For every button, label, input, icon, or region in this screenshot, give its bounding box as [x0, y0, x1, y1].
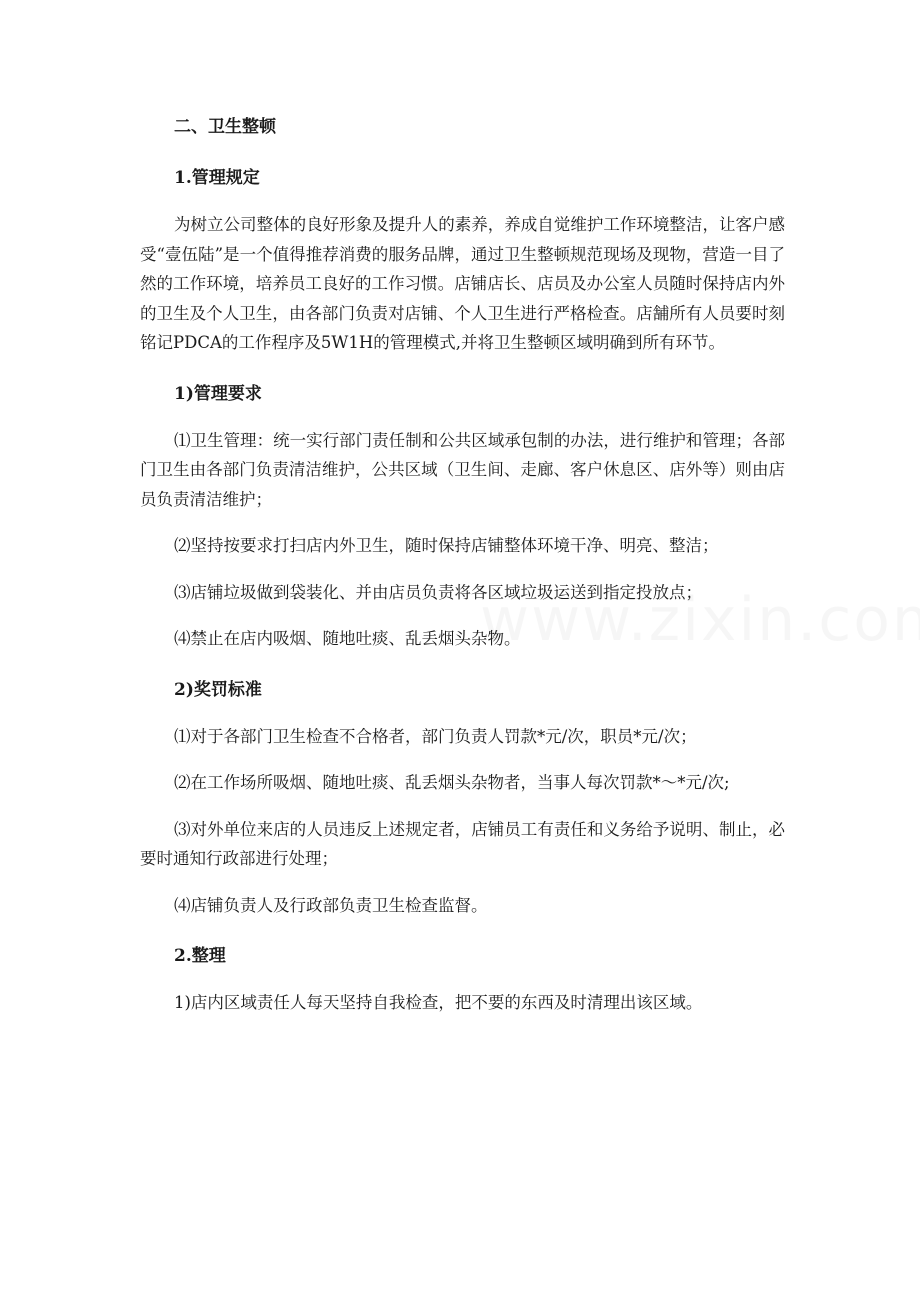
document-body [140, 112, 785, 1018]
subsection-title-sorting: 2.整理 [174, 946, 226, 966]
sorting-paragraph: 1)店内区域责任人每天坚持自我检查，把不要的东西及时清理出该区域。 [174, 993, 703, 1012]
intro-paragraph: 为树立公司整体的良好形象及提升人的素养，养成自觉维护工作环境整洁，让客户感受“壹伍陆”是一个值得推荐消费的服务品牌，通过卫生整顿规范现场及现物，营造一目了然的工作环境，培养员工良好的工作习惯。店铺店长、店员及办公室人员随时保持店内外的卫生及个人卫生，由各部门负责对店铺、个人卫生进行严格检查。店舗所有人员要时刻铭记PDCA的工作程序及5W1H的管理模式,并将卫生整顿区域明确到所有环节。 [140, 215, 785, 352]
requirement-item: ⑵坚持按要求打扫店内外卫生，随时保持店铺整体环境干净、明亮、整洁； [174, 536, 719, 555]
subsection-title-regulations: 1.管理规定 [174, 168, 260, 188]
reward-title: 2)奖罚标准 [174, 679, 262, 700]
reward-item: ⑴对于各部门卫生检查不合格者，部门负责人罚款*元/次，职员*元/次； [174, 726, 697, 746]
reward-item: ⑵在工作场所吸烟、随地吐痰、乱丢烟头杂物者，当事人每次罚款*～*元/次; [174, 773, 730, 792]
requirement-item: ⑴卫生管理：统一实行部门责任制和公共区域承包制的办法，进行维护和管理；各部门卫生由各部门负责清洁维护，公共区域（卫生间、走廊、客户休息区、店外等）则由店员负责清洁维护； [140, 430, 785, 509]
section-title: 二、卫生整顿 [174, 117, 276, 137]
requirement-item: ⑷禁止在店内吸烟、随地吐痰、乱丢烟头杂物。 [174, 629, 521, 648]
requirement-item: ⑶店铺垃圾做到袋装化、并由店员负责将各区域垃圾运送到指定投放点； [174, 582, 702, 602]
reward-item: ⑷店铺负责人及行政部负责卫生检查监督。 [174, 895, 488, 915]
reward-item: ⑶对外单位来店的人员违反上述规定者，店铺员工有责任和义务给予说明、制止，必要时通知行政部进行处理； [140, 819, 785, 868]
requirements-title: 1)管理要求 [174, 383, 262, 404]
